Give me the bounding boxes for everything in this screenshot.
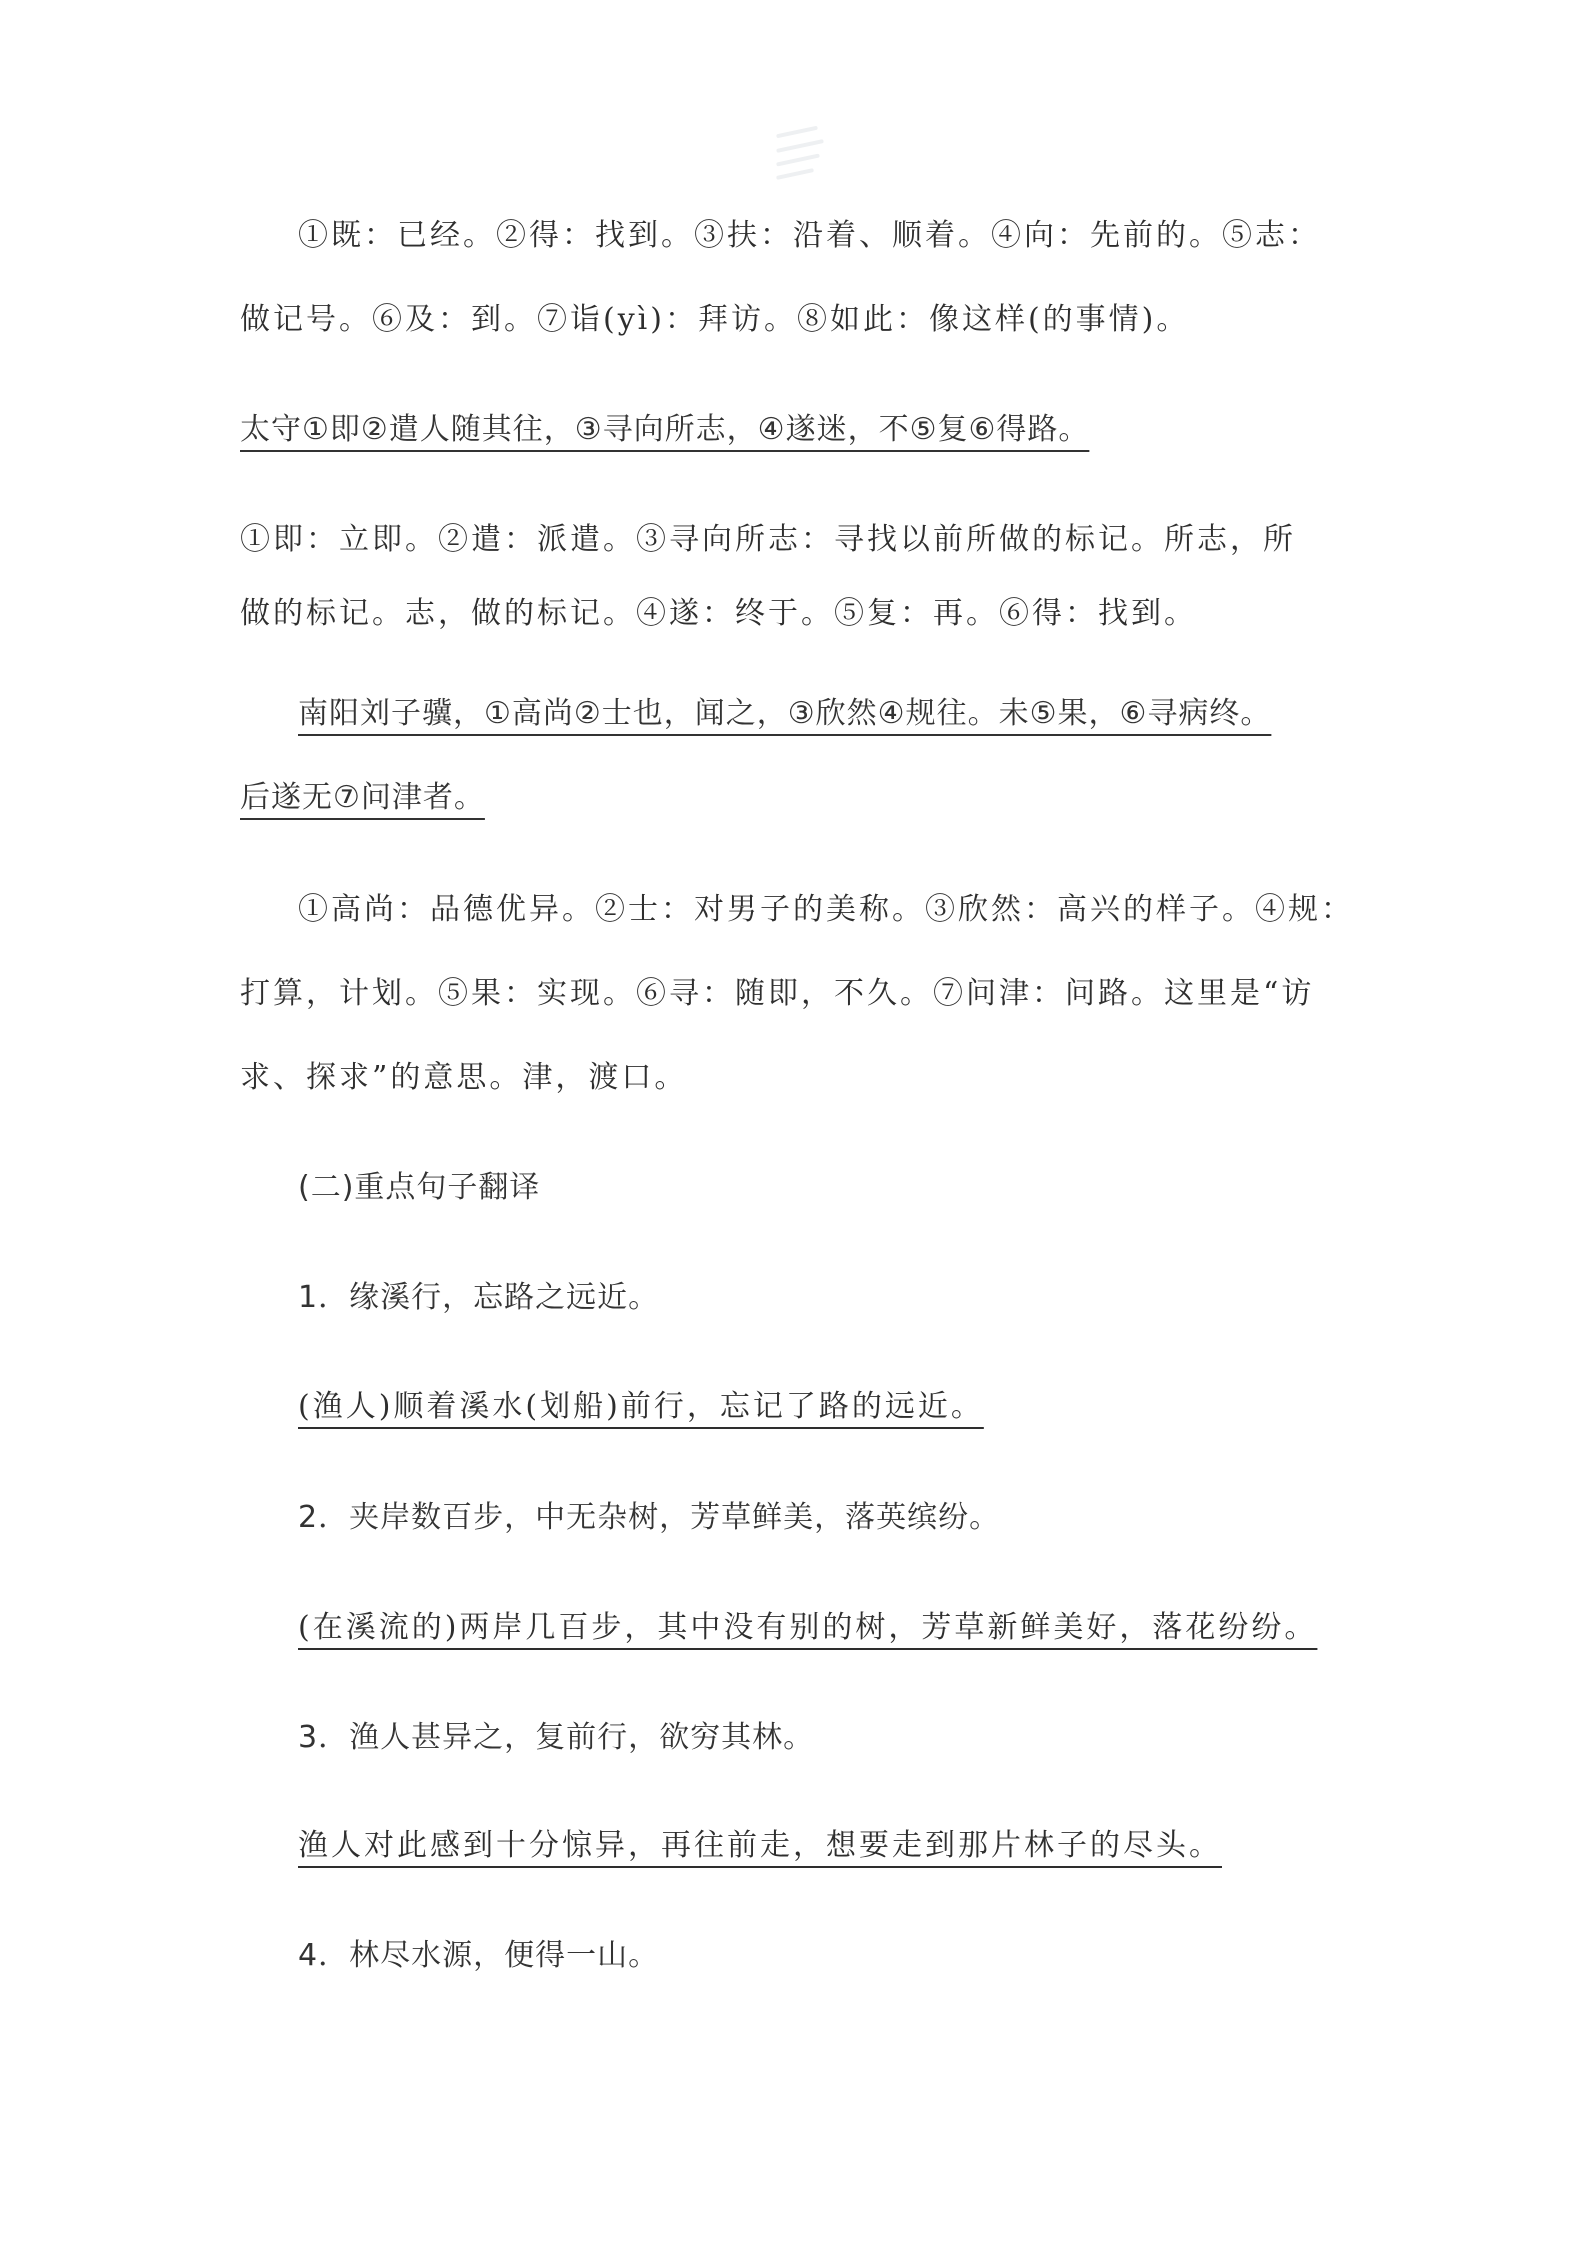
notes-3-line-2: 打算，计划。⑤果：实现。⑥寻：随即，不久。⑦问津：问路。这里是“访 xyxy=(240,976,1315,1011)
notes-2-line-1: ①即：立即。②遣：派遣。③寻向所志：寻找以前所做的标记。所志，所 xyxy=(240,522,1296,557)
notes-1-line-1: ①既：已经。②得：找到。③扶：沿着、顺着。④向：先前的。⑤志： xyxy=(298,218,1321,253)
sentence-4: 4．林尽水源，便得一山。 xyxy=(298,1938,660,1973)
sentence-2: 2．夹岸数百步，中无杂树，芳草鲜美，落英缤纷。 xyxy=(298,1500,1001,1535)
notes-3-line-3: 求、探求”的意思。津，渡口。 xyxy=(240,1060,688,1095)
notes-2-line-2: 做的标记。志，做的标记。④遂：终于。⑤复：再。⑥得：找到。 xyxy=(240,596,1197,631)
sentence-3: 3．渔人甚异之，复前行，欲穷其林。 xyxy=(298,1720,815,1755)
translation-2: (在溪流的)两岸几百步，其中没有别的树，芳草新鲜美好，落花纷纷。 xyxy=(298,1610,1318,1645)
source-text-3-line-2: 后遂无⑦问津者。 xyxy=(240,780,485,815)
translation-1: (渔人)顺着溪水(划船)前行，忘记了路的远近。 xyxy=(298,1389,984,1424)
watermark-logo xyxy=(770,118,826,190)
source-text-3-line-1: 南阳刘子骥，①高尚②士也，闻之，③欣然④规往。未⑤果，⑥寻病终。 xyxy=(298,696,1272,731)
translation-3: 渔人对此感到十分惊异，再往前走，想要走到那片林子的尽头。 xyxy=(298,1828,1222,1863)
notes-1-line-2: 做记号。⑥及：到。⑦诣(yì)：拜访。⑧如此：像这样(的事情)。 xyxy=(240,302,1190,337)
notes-3-line-1: ①高尚：品德优异。②士：对男子的美称。③欣然：高兴的样子。④规： xyxy=(298,892,1354,927)
sentence-1: 1．缘溪行，忘路之远近。 xyxy=(298,1280,660,1315)
section-heading: (二)重点句子翻译 xyxy=(298,1170,541,1205)
source-text-2-line-1: 太守①即②遣人随其往，③寻向所志，④遂迷，不⑤复⑥得路。 xyxy=(240,412,1090,447)
